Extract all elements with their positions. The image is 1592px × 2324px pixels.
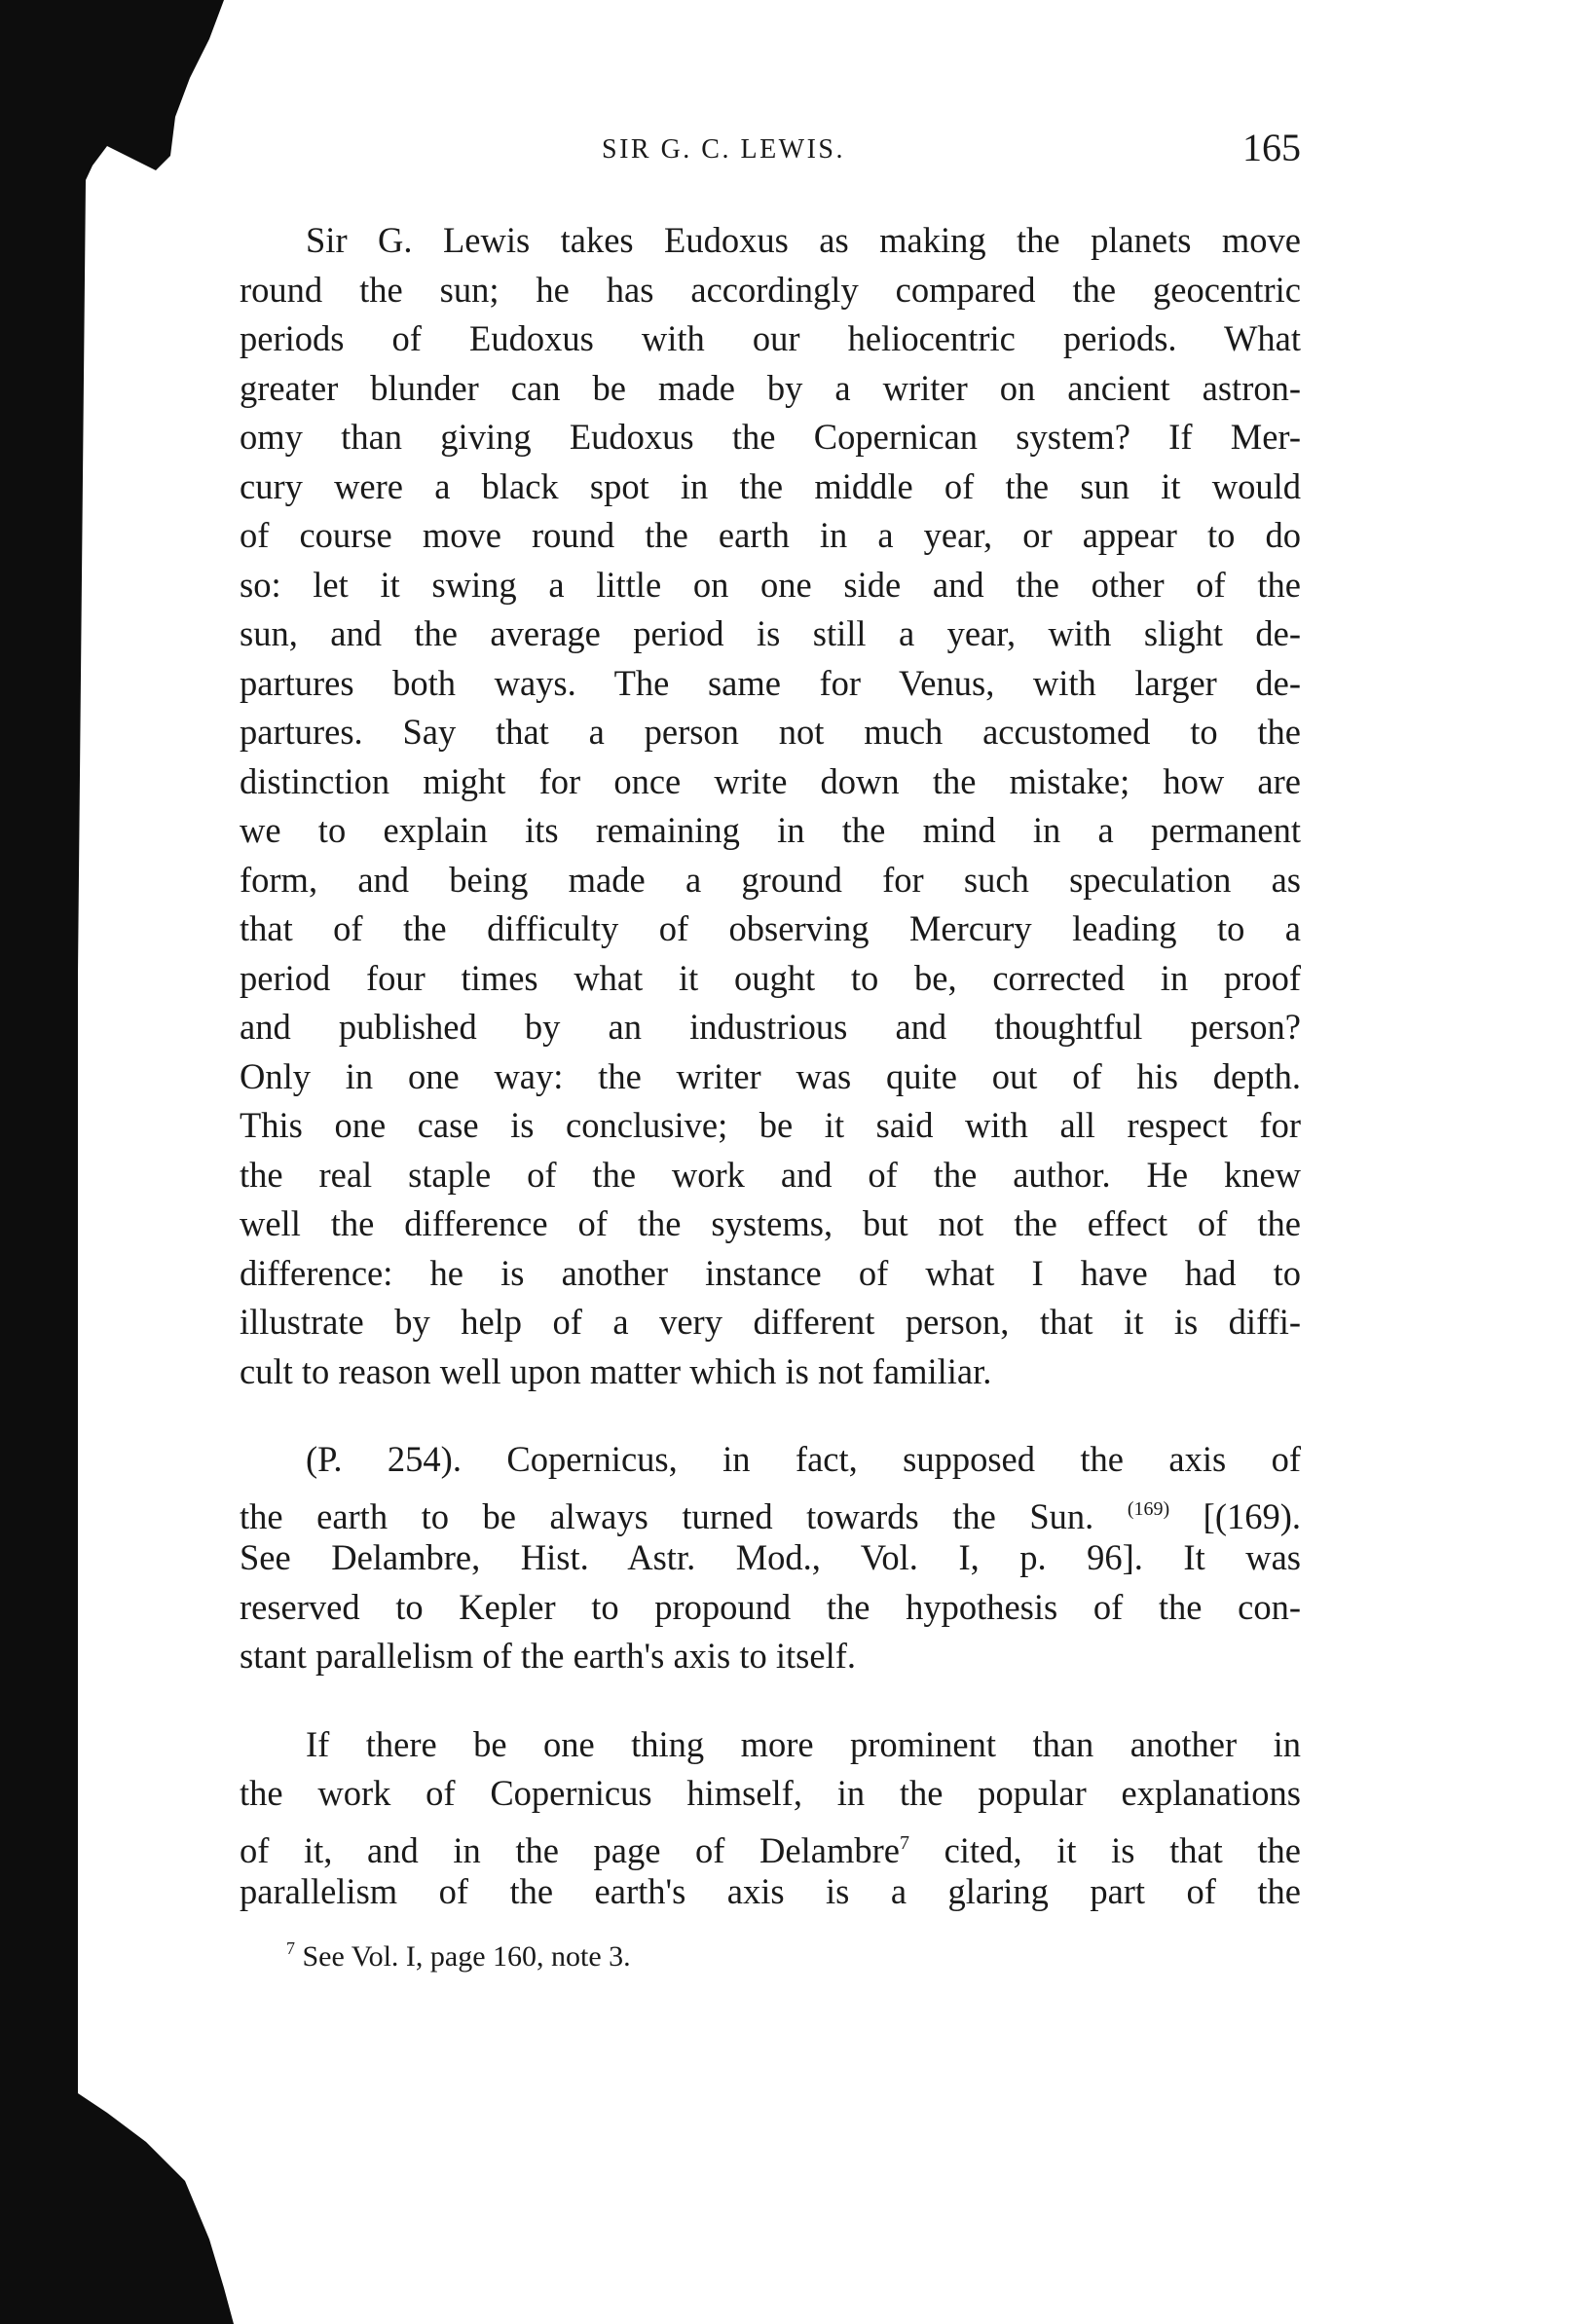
text-line: period four times what it ought to be, corrected in proof bbox=[240, 957, 1301, 998]
paragraph-3 bbox=[240, 1720, 1301, 1917]
paragraph-1 bbox=[240, 216, 1301, 1396]
text-line: omy than giving Eudoxus the Copernican system? If Mer- bbox=[240, 417, 1301, 457]
paragraph-gap bbox=[240, 1681, 1301, 1720]
text-line: round the sun; he has accordingly compared the geocentric bbox=[240, 269, 1301, 310]
text-line: that of the difficulty of observing Mercury leading to a bbox=[240, 908, 1301, 948]
text-line: Only in one way: the writer was quite out of his depth. bbox=[240, 1055, 1301, 1096]
text-line: sun, and the average period is still a year, with slight de- bbox=[240, 613, 1301, 653]
text-line: cult to reason well upon matter which is not familiar. bbox=[240, 1350, 992, 1391]
paragraph-2 bbox=[240, 1435, 1301, 1681]
body-text bbox=[240, 216, 1301, 1976]
text-line: cury were a black spot in the middle of the sun it would bbox=[240, 465, 1301, 506]
text-line: See Delambre, Hist. Astr. Mod., Vol. I, p. 96]. It was bbox=[240, 1537, 1301, 1577]
binding-shadow bbox=[0, 0, 253, 2324]
text-line: greater blunder can be made by a writer on ancient astron- bbox=[240, 367, 1301, 408]
page-number: 165 bbox=[1242, 126, 1301, 169]
text-line: This one case is conclusive; be it said with all respect for bbox=[240, 1105, 1301, 1145]
text-line: difference: he is another instance of what I have had to bbox=[240, 1252, 1301, 1293]
text-line: stant parallelism of the earth's axis to itself. bbox=[240, 1636, 856, 1676]
text-line: and published by an industrious and thoughtful person? bbox=[240, 1007, 1301, 1047]
line-tail: [(169). bbox=[1203, 1495, 1302, 1536]
line-tail: cited, it is that the bbox=[944, 1829, 1301, 1870]
text-line: the real staple of the work and of the author. He knew bbox=[240, 1154, 1301, 1195]
text-line bbox=[240, 1485, 1301, 1534]
paragraph-gap bbox=[240, 1396, 1301, 1435]
line-text: of it, and in the page of Delambre bbox=[240, 1829, 900, 1870]
footnote-text: See Vol. I, page 160, note 3. bbox=[302, 1939, 631, 1973]
text-line: form, and being made a ground for such speculation as bbox=[240, 859, 1301, 900]
text-line: of course move round the earth in a year, or appear to do bbox=[240, 515, 1301, 555]
footnote bbox=[240, 1929, 1301, 1976]
text-line: the work of Copernicus himself, in the popular explanations bbox=[240, 1773, 1301, 1813]
page-header bbox=[240, 125, 1301, 183]
text-line: well the difference of the systems, but not the effect of the bbox=[240, 1203, 1301, 1243]
text-line: (P. 254). Copernicus, in fact, supposed the axis of bbox=[306, 1439, 1301, 1479]
footnote-reference: 7 bbox=[899, 1831, 909, 1854]
text-line: so: let it swing a little on one side and the other of the bbox=[240, 564, 1301, 605]
running-head: SIR G. C. LEWIS. bbox=[602, 134, 845, 165]
text-line: parallelism of the earth's axis is a glaring part of the bbox=[240, 1871, 1301, 1911]
text-line: partures. Say that a person not much accustomed to the bbox=[240, 712, 1301, 752]
text-line: distinction might for once write down the mistake; how are bbox=[240, 760, 1301, 801]
text-line: Sir G. Lewis takes Eudoxus as making the planets move bbox=[306, 220, 1301, 260]
text-line: partures both ways. The same for Venus, with larger de- bbox=[240, 662, 1301, 703]
text-line: illustrate by help of a very different person, that it is diffi- bbox=[240, 1302, 1301, 1342]
note-reference: (169) bbox=[1127, 1497, 1170, 1520]
line-text: the earth to be always turned towards the Sun. bbox=[240, 1495, 1094, 1536]
text-line: we to explain its remaining in the mind in a permanent bbox=[240, 810, 1301, 850]
text-line: If there be one thing more prominent than another in bbox=[306, 1723, 1301, 1764]
footnote-mark: 7 bbox=[286, 1937, 295, 1958]
text-line bbox=[240, 1819, 1301, 1868]
text-line: reserved to Kepler to propound the hypothesis of the con- bbox=[240, 1586, 1301, 1627]
text-line: periods of Eudoxus with our heliocentric periods. What bbox=[240, 318, 1301, 358]
